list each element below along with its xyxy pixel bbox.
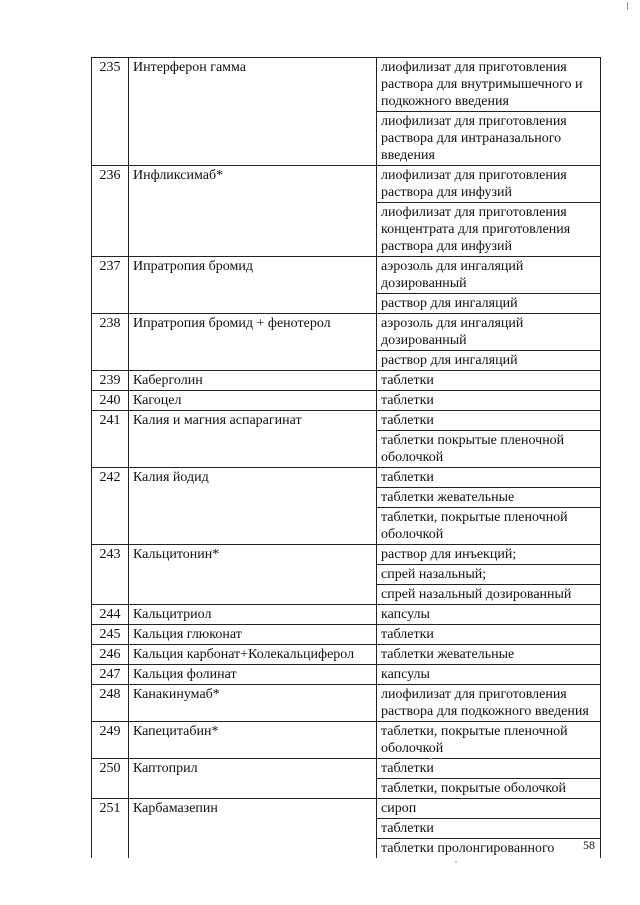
drug-name: Кагоцел bbox=[129, 391, 377, 411]
row-number: 251 bbox=[92, 799, 129, 859]
page-number: 58 bbox=[583, 838, 595, 852]
drug-name: Карбамазепин bbox=[129, 799, 377, 859]
table-row bbox=[92, 391, 601, 411]
row-number: 247 bbox=[92, 665, 129, 685]
drug-name: Каптоприл bbox=[129, 759, 377, 799]
dosage-form: лиофилизат для приготовления концентрата для приготовления раствора для инфузий bbox=[377, 203, 601, 257]
drug-name: Кальция глюконат bbox=[129, 625, 377, 645]
row-number: 239 bbox=[92, 371, 129, 391]
dosage-form: таблетки покрытые пленочной оболочкой bbox=[377, 431, 601, 468]
table-row bbox=[92, 257, 601, 294]
dosage-form: лиофилизат для приготовления раствора для подкожного введения bbox=[377, 685, 601, 722]
drug-table-body bbox=[92, 58, 601, 859]
dosage-form: раствор для инъекций; bbox=[377, 545, 601, 565]
row-number: 241 bbox=[92, 411, 129, 468]
row-number: 238 bbox=[92, 314, 129, 371]
drug-table bbox=[91, 57, 601, 858]
dosage-form: аэрозоль для ингаляций дозированный bbox=[377, 257, 601, 294]
drug-name: Капецитабин* bbox=[129, 722, 377, 759]
dosage-form: лиофилизат для приготовления раствора для внутримышечного и подкожного введения bbox=[377, 58, 601, 112]
drug-name: Канакинумаб* bbox=[129, 685, 377, 722]
dosage-form: таблетки bbox=[377, 411, 601, 431]
drug-name: Калия и магния аспарагинат bbox=[129, 411, 377, 468]
dosage-form: таблетки bbox=[377, 391, 601, 411]
row-number: 246 bbox=[92, 645, 129, 665]
dosage-form: таблетки bbox=[377, 819, 601, 839]
dosage-form: спрей назальный; bbox=[377, 565, 601, 585]
drug-name: Интерферон гамма bbox=[129, 58, 377, 166]
table-row bbox=[92, 545, 601, 565]
table-row bbox=[92, 799, 601, 819]
dosage-form: таблетки bbox=[377, 468, 601, 488]
row-number: 245 bbox=[92, 625, 129, 645]
dosage-form: аэрозоль для ингаляций дозированный bbox=[377, 314, 601, 351]
scan-speck bbox=[455, 861, 457, 863]
dosage-form: таблетки, покрытые пленочной оболочкой bbox=[377, 508, 601, 545]
drug-name: Калия йодид bbox=[129, 468, 377, 545]
row-number: 243 bbox=[92, 545, 129, 605]
table-row bbox=[92, 645, 601, 665]
row-number: 248 bbox=[92, 685, 129, 722]
scan-mark bbox=[627, 2, 628, 10]
dosage-form: раствор для ингаляций bbox=[377, 351, 601, 371]
dosage-form: таблетки, покрытые пленочной оболочкой bbox=[377, 722, 601, 759]
row-number: 235 bbox=[92, 58, 129, 166]
drug-name: Кальция фолинат bbox=[129, 665, 377, 685]
table-row bbox=[92, 314, 601, 351]
row-number: 242 bbox=[92, 468, 129, 545]
row-number: 249 bbox=[92, 722, 129, 759]
dosage-form: таблетки, покрытые оболочкой bbox=[377, 779, 601, 799]
dosage-form: таблетки bbox=[377, 371, 601, 391]
table-row bbox=[92, 166, 601, 203]
table-row bbox=[92, 665, 601, 685]
row-number: 240 bbox=[92, 391, 129, 411]
dosage-form: раствор для ингаляций bbox=[377, 294, 601, 314]
dosage-form: таблетки жевательные bbox=[377, 488, 601, 508]
dosage-form: таблетки пролонгированного bbox=[377, 839, 601, 859]
table-row bbox=[92, 411, 601, 431]
row-number: 237 bbox=[92, 257, 129, 314]
dosage-form: капсулы bbox=[377, 665, 601, 685]
row-number: 250 bbox=[92, 759, 129, 799]
drug-name: Инфликсимаб* bbox=[129, 166, 377, 257]
drug-name: Ипратропия бромид + фенотерол bbox=[129, 314, 377, 371]
table-row bbox=[92, 371, 601, 391]
scan-speck bbox=[430, 758, 432, 760]
drug-name: Каберголин bbox=[129, 371, 377, 391]
dosage-form: таблетки жевательные bbox=[377, 645, 601, 665]
row-number: 244 bbox=[92, 605, 129, 625]
table-row bbox=[92, 759, 601, 779]
dosage-form: таблетки bbox=[377, 625, 601, 645]
dosage-form: лиофилизат для приготовления раствора для инфузий bbox=[377, 166, 601, 203]
dosage-form: сироп bbox=[377, 799, 601, 819]
table-row bbox=[92, 58, 601, 112]
drug-name: Кальцитриол bbox=[129, 605, 377, 625]
table-row bbox=[92, 722, 601, 759]
dosage-form: спрей назальный дозированный bbox=[377, 585, 601, 605]
table-row bbox=[92, 605, 601, 625]
table-row bbox=[92, 625, 601, 645]
drug-name: Кальцитонин* bbox=[129, 545, 377, 605]
drug-name: Ипратропия бромид bbox=[129, 257, 377, 314]
table-row bbox=[92, 468, 601, 488]
table-row bbox=[92, 685, 601, 722]
row-number: 236 bbox=[92, 166, 129, 257]
dosage-form: лиофилизат для приготовления раствора для интраназального введения bbox=[377, 112, 601, 166]
dosage-form: капсулы bbox=[377, 605, 601, 625]
drug-name: Кальция карбонат+Колекальциферол bbox=[129, 645, 377, 665]
dosage-form: таблетки bbox=[377, 759, 601, 779]
